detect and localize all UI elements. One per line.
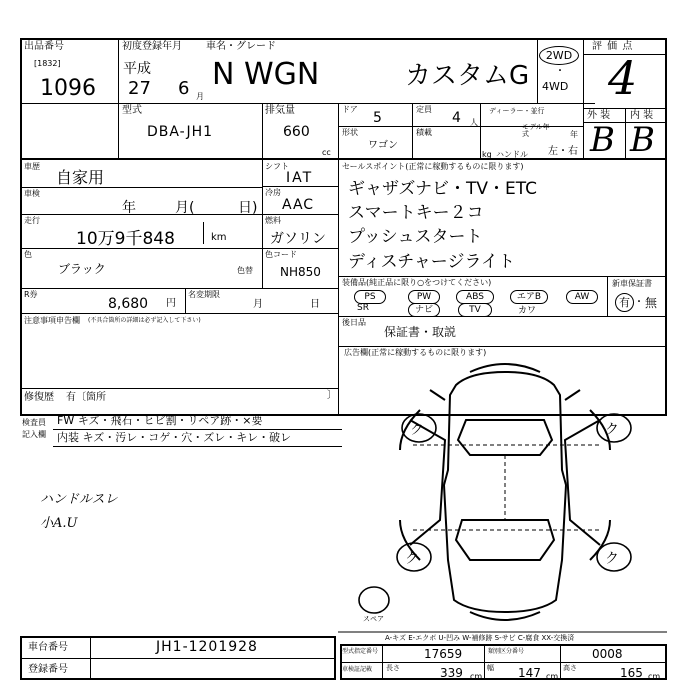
selling-point-2: スマートキー２コ xyxy=(348,203,484,223)
handle-label: ハンドル xyxy=(496,150,528,159)
displacement-label: 排気量 xyxy=(265,105,295,116)
handwritten-note-1: ハンドルスレ xyxy=(40,492,118,507)
mileage-value: 10万9千848 xyxy=(76,229,175,249)
repair-close: 〕 xyxy=(327,390,337,401)
ac-label: 冷房 xyxy=(265,188,281,197)
aftermarket-label: 後日品 xyxy=(342,318,366,327)
inspector-label-1: 検査員 xyxy=(22,418,46,427)
length-unit: cm xyxy=(470,672,483,681)
selling-point-1: ギャザズナビ・TV・ETC xyxy=(348,179,537,199)
drive-4wd: 4WD xyxy=(542,80,569,93)
model-value: DBA-JH1 xyxy=(147,124,214,140)
lot-number: 1096 xyxy=(40,76,96,101)
inspection-year: 年 xyxy=(122,200,136,216)
equip-navi: ナビ xyxy=(408,303,440,317)
repair-value: 有〔箇所 xyxy=(66,392,106,403)
color-swap-label: 色替 xyxy=(237,266,253,275)
selling-points-label: セールスポイント(正常に稼動するものに限ります) xyxy=(342,162,524,171)
drive-dot: ・ xyxy=(555,66,565,77)
inspection-month: 月( xyxy=(175,200,195,216)
displacement-unit: cc xyxy=(322,148,331,157)
equip-aw: AW xyxy=(566,290,598,304)
divider xyxy=(340,662,667,663)
category-code-label: 類別区分番号 xyxy=(488,648,525,655)
model-year-label: モデル年式 xyxy=(522,123,550,138)
name-change-label: 名変期限 xyxy=(188,290,220,299)
fuel-value: ガソリン xyxy=(270,231,326,247)
ref-label: 車検証記載 xyxy=(342,666,373,673)
tire-mark-fl: ク xyxy=(410,422,424,438)
category-value: 自家用 xyxy=(56,168,105,187)
warranty-sep: ・ xyxy=(634,297,644,308)
divider xyxy=(484,644,485,680)
shift-label: シフト xyxy=(265,162,289,171)
warranty-label: 新車保証書 xyxy=(612,279,652,288)
length-value: 339 xyxy=(440,666,463,680)
equip-tv: TV xyxy=(458,303,492,317)
exterior-label: 外 装 xyxy=(587,110,611,121)
selling-point-4: ディスチャージライト xyxy=(348,252,515,272)
lot-sub: [1832] xyxy=(34,59,61,68)
year: 27 xyxy=(128,78,151,99)
category-label: 車歴 xyxy=(24,162,40,171)
height-label: 高さ xyxy=(563,664,577,672)
type-code-value: 17659 xyxy=(424,647,463,661)
chassis-label: 車台番号 xyxy=(28,642,68,653)
inspector-row-2: 内装 キズ・汚レ・コゲ・穴・ズレ・キレ・破レ xyxy=(57,431,292,444)
displacement-value: 660 xyxy=(283,124,310,140)
tax-unit: 円 xyxy=(166,298,176,309)
color-label: 色 xyxy=(24,250,32,259)
load-label: 積載 xyxy=(416,128,432,137)
tire-mark-fr: ク xyxy=(605,422,619,438)
tire-mark-rl: ク xyxy=(405,551,419,567)
width-label: 幅 xyxy=(487,664,494,672)
doors-value: 5 xyxy=(373,110,382,126)
model-name: N WGN xyxy=(212,57,320,92)
aftermarket-value: 保証書・取説 xyxy=(384,325,457,339)
inspection-label: 車検 xyxy=(24,189,40,198)
mileage-label: 走行 xyxy=(24,216,40,225)
color-value: ブラック xyxy=(58,262,106,276)
tire-mark-rr: ク xyxy=(605,551,619,567)
divider xyxy=(382,644,383,680)
month: 6 xyxy=(178,78,190,99)
width-unit: cm xyxy=(546,672,559,681)
equip-abs: ABS xyxy=(456,290,494,304)
ac-value: AAC xyxy=(282,197,315,213)
repair-label: 修復歴 xyxy=(24,392,54,403)
first-reg-label: 初度登録年月 xyxy=(122,41,182,52)
notes-sub: (不具合箇所の詳細は必ず記入して下さい) xyxy=(88,317,201,324)
tax-label: R券 xyxy=(24,290,38,299)
selling-point-3: プッシュスタート xyxy=(348,227,483,247)
reg-label: 登録番号 xyxy=(28,664,68,675)
doors-label: ドア xyxy=(342,105,358,114)
equip-ps: PS xyxy=(354,290,386,304)
interior-value: B xyxy=(630,120,655,160)
divider xyxy=(90,636,91,680)
spare-label: スペア xyxy=(363,615,384,623)
seats-label: 定員 xyxy=(416,105,432,114)
fuel-label: 燃料 xyxy=(265,216,281,225)
handle-value: 左・右 xyxy=(548,146,578,157)
height-unit: cm xyxy=(648,672,661,681)
shift-value: IAT xyxy=(286,170,314,186)
exterior-value: B xyxy=(590,120,615,160)
inspector-row-1: FW キズ・飛石・ヒビ割・リペア跡・×要 xyxy=(57,414,263,427)
dealer-label: ディーラー・並行 xyxy=(489,107,545,115)
type-code-label: 型式指定番号 xyxy=(342,648,379,655)
shape-label: 形状 xyxy=(342,128,358,137)
era: 平成 xyxy=(123,61,151,77)
equip-pw: PW xyxy=(408,290,440,304)
warranty-no: 無 xyxy=(645,296,658,310)
rating-value: 4 xyxy=(608,51,638,105)
equipment-label: 装備品(純正品に限り○をつけてください) xyxy=(342,278,492,287)
equip-leather: カワ xyxy=(518,306,537,316)
tax-value: 8,680 xyxy=(108,296,149,312)
shape-value: ワゴン xyxy=(368,140,398,151)
notes-label: 注意事項申告欄 xyxy=(24,316,80,325)
interior-label: 内 装 xyxy=(630,110,654,121)
year-unit: 年 xyxy=(570,130,578,139)
grade: カスタムG xyxy=(405,61,530,91)
divider xyxy=(20,658,336,659)
name-change-day: 日 xyxy=(310,299,320,310)
drive-2wd: 2WD xyxy=(539,46,579,65)
name-grade-label: 車名・グレード xyxy=(206,41,276,52)
color-code-label: 色コード xyxy=(265,250,297,259)
mileage-unit: km xyxy=(211,232,227,243)
category-code-value: 0008 xyxy=(592,647,623,661)
warranty-yes: 有 xyxy=(615,293,634,312)
month-unit: 月 xyxy=(196,92,204,101)
color-code-value: NH850 xyxy=(280,265,321,279)
rating-label: 評 価 点 xyxy=(592,41,634,52)
length-label: 長さ xyxy=(386,664,400,672)
seats-value: 4 xyxy=(452,110,461,126)
inspector-label-2: 記入欄 xyxy=(22,430,46,439)
name-change-month: 月 xyxy=(253,299,263,310)
damage-legend: A-キズ E-エクボ U-凹み W-補修跡 S-サビ C-腐食 XX-交換済 xyxy=(385,634,575,642)
handwritten-note-2: 小A.U xyxy=(40,516,78,531)
inspection-day: 日) xyxy=(238,200,258,216)
width-value: 147 xyxy=(518,666,541,680)
height-value: 165 xyxy=(620,666,643,680)
equip-airbag: エアB xyxy=(510,290,548,304)
lot-label: 出品番号 xyxy=(24,41,64,52)
divider xyxy=(560,644,561,680)
seats-unit: 人 xyxy=(470,118,478,127)
diagram-label: 広告欄(正常に稼動するものに限ります) xyxy=(344,348,487,357)
equip-sr: SR xyxy=(357,303,369,313)
load-unit: kg xyxy=(482,150,492,159)
model-label: 型式 xyxy=(122,105,142,116)
chassis-value: JH1-1201928 xyxy=(156,639,258,655)
